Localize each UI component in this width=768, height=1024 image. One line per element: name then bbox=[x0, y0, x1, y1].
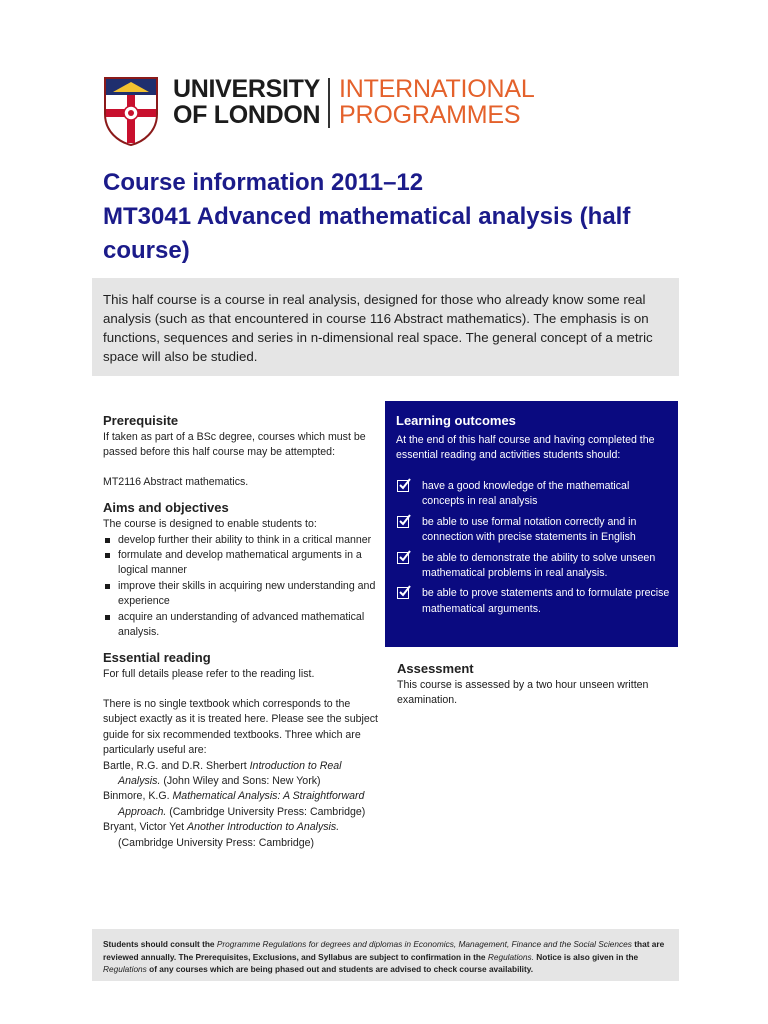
outcome-item bbox=[397, 551, 673, 582]
outcome-item bbox=[397, 515, 673, 546]
assessment-heading: Assessment bbox=[397, 661, 474, 676]
programme-name-line1: INTERNATIONAL bbox=[339, 75, 535, 103]
prerequisite-text: If taken as part of a BSc degree, courses which must be passed before this half course may be attempted: bbox=[103, 431, 366, 459]
outcome-item-text: be able to use formal notation correctly and in connection with precise statements in English bbox=[422, 515, 637, 544]
ref-author: Bryant, Victor Yet bbox=[103, 821, 188, 834]
ref-publisher: (Cambridge University Press: Cambridge) bbox=[166, 805, 366, 818]
outcome-item bbox=[397, 586, 673, 617]
reading-reference bbox=[103, 789, 383, 820]
reading-heading: Essential reading bbox=[103, 650, 211, 666]
outcome-item-text: have a good knowledge of the mathematical concepts in real analysis bbox=[422, 480, 630, 508]
ref-author: Bartle, R.G. and D.R. Sherbert bbox=[103, 759, 250, 772]
ref-title: Introduction to Real Analysis. bbox=[118, 759, 342, 787]
programme-name-line2: PROGRAMMES bbox=[339, 101, 521, 129]
intro-text: This half course is a course in real analysis, designed for those who already know some real analysis (such as that encountered in course 116 Abstract mathematics). The emphasis is on functions, sequences and series in n-dimensional real space. The general concept of a metric space will also be studied. bbox=[103, 292, 653, 364]
bullet-icon bbox=[105, 584, 110, 589]
university-crest-logo bbox=[103, 76, 159, 146]
title-line1: Course information 2011–12 bbox=[103, 169, 424, 196]
prerequisite-course: MT2116 Abstract mathematics. bbox=[103, 475, 249, 488]
outcome-item bbox=[397, 479, 673, 510]
learning-outcomes-box bbox=[385, 401, 678, 647]
checkbox-checked-icon bbox=[397, 516, 409, 528]
aims-item-text: develop further their ability to think in a critical manner bbox=[118, 533, 372, 546]
ref-publisher: (Cambridge University Press: Cambridge) bbox=[118, 836, 315, 849]
title-line2: MT3041 Advanced mathematical analysis (half course) bbox=[103, 203, 631, 264]
aims-heading: Aims and objectives bbox=[103, 500, 229, 516]
reading-note: For full details please refer to the reading list. bbox=[103, 668, 315, 681]
intro-box bbox=[92, 278, 679, 376]
ref-title: Mathematical Analysis: A Straightforward Approach. bbox=[118, 790, 365, 818]
ref-title: Another Introduction to Analysis. bbox=[187, 821, 340, 834]
bullet-icon bbox=[105, 538, 110, 543]
footer-part: of any courses which are being phased out and students are advised to check course availability. bbox=[146, 964, 534, 974]
reading-reference bbox=[103, 759, 383, 790]
header-divider bbox=[328, 78, 330, 128]
footer-italic: Regulations. bbox=[487, 951, 534, 962]
checkbox-checked-icon bbox=[397, 480, 409, 492]
university-name bbox=[173, 76, 320, 128]
assessment-text: This course is assessed by a two hour unseen written examination. bbox=[397, 679, 649, 707]
aims-item-text: improve their skills in acquiring new understanding and experience bbox=[118, 579, 376, 608]
university-name-line2: OF LONDON bbox=[173, 101, 321, 129]
university-name-line1: UNIVERSITY bbox=[173, 75, 321, 103]
bullet-icon bbox=[105, 553, 110, 558]
ref-publisher: (John Wiley and Sons: New York) bbox=[160, 774, 321, 787]
aims-item bbox=[103, 579, 383, 610]
aims-intro: The course is designed to enable students to: bbox=[103, 518, 317, 531]
bullet-icon bbox=[105, 615, 110, 620]
aims-item-text: formulate and develop mathematical arguments in a logical manner bbox=[118, 549, 362, 577]
aims-item-text: acquire an understanding of advanced mathematical analysis. bbox=[118, 610, 365, 639]
aims-list bbox=[103, 533, 383, 641]
programme-name bbox=[339, 76, 535, 128]
reading-text: There is no single textbook which corresponds to the subject exactly as it is treated here. Please see the subject guide for six recommended textbooks. Three which are particularly useful are: bbox=[103, 697, 378, 757]
ref-author: Binmore, K.G. bbox=[103, 790, 173, 803]
aims-item bbox=[103, 610, 383, 641]
prerequisite-heading: Prerequisite bbox=[103, 413, 179, 428]
footer-notice bbox=[92, 929, 679, 981]
footer-part: that are reviewed annually. The Prerequisites, Exclusions, and Syllabus are subject to confirmation in the bbox=[103, 939, 665, 962]
footer-text bbox=[103, 938, 673, 976]
outcome-item-text: be able to demonstrate the ability to solve unseen mathematical problems in real analysis. bbox=[422, 551, 656, 580]
footer-part: Students should consult the bbox=[103, 939, 217, 949]
header bbox=[103, 72, 663, 152]
footer-italic: Regulations bbox=[103, 964, 147, 974]
aims-item bbox=[103, 533, 383, 548]
checkbox-checked-icon bbox=[397, 552, 409, 564]
outcome-item-text: be able to prove statements and to formulate precise mathematical arguments. bbox=[422, 587, 670, 615]
outcomes-heading: Learning outcomes bbox=[396, 413, 516, 428]
aims-item bbox=[103, 548, 383, 579]
footer-italic: Programme Regulations for degrees and diplomas in Economics, Management, Finance and the Social Sciences bbox=[216, 939, 632, 949]
outcomes-lead: At the end of this half course and having completed the essential reading and activities students should: bbox=[396, 434, 655, 462]
page-title bbox=[103, 166, 683, 268]
left-column bbox=[103, 412, 383, 851]
reading-reference bbox=[103, 820, 383, 851]
footer-part: Notice is also given in the bbox=[533, 951, 639, 962]
right-column bbox=[397, 660, 667, 709]
outcomes-list bbox=[397, 479, 673, 622]
checkbox-checked-icon bbox=[397, 587, 409, 599]
